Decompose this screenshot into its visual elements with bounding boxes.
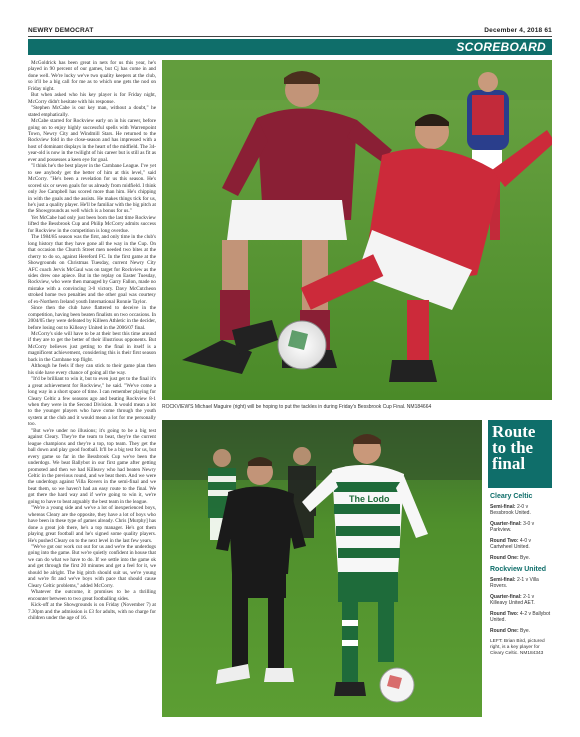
route-title-line: final: [492, 454, 526, 473]
section-title: SCOREBOARD: [456, 40, 546, 54]
club-name-cleary: Cleary Celtic: [490, 493, 533, 500]
article-paragraph: Kick-off at the Showgrounds is on Friday (November 7) at 7.30pm and the admission is £3 for adults, with no charge for children under the age of 16.: [28, 602, 156, 621]
article-body: [28, 60, 156, 715]
club-name-rockview: Rockview United: [490, 566, 547, 573]
article-paragraph: But when asked who his key player is for Friday night, McCorry didn't hesitate with his response.: [28, 92, 156, 105]
photo-bottom-caption: LEFT: Brian Bird, pictured right, is a key player for Cleary Celtic. NM184343: [490, 639, 545, 656]
route-title-line: Route: [492, 422, 536, 441]
match-photo-bottom-illustration: [162, 420, 482, 717]
article-paragraph: Whatever the outcome, it promises to be a thrilling encounter between to two great footballing sides.: [28, 589, 156, 602]
article-paragraph: "It'd be brilliant to win it, but to even just get to the final it's a great achievement for Rockview," he said. "We've come a long way in a short space of time. I can remember playing for Cleary Celtic a few seasons ago and beating Rockview 8-1 when they were in the Second Division. It would mean a lot to the younger players who have come through the youth system at the club and it would mean a lot for me personally too.: [28, 376, 156, 428]
round-result: Quarter-final: 3-0 v Parkview.: [490, 521, 535, 533]
article-paragraph: "But we're under no illusions; it's going to be a big test against Cleary. They're the team to beat, they're the current league champions and they're a top, top team. They get the ball down and play good football. It'll be a big test for us, but every game so far in the Bessbrook Cup we've been the underdogs. We beat Ballybot in our first game after getting promoted and then we had Killeavy who had beaten Newry Celtic in the previous round, and we beat them. And we were the underdogs against Villa Rovers in the semi-final and we beat them, so we haven't had an easy route to the final. We got there the hard way and if we're going to win it, we're going to have to beat arguably the best team in the league.: [28, 427, 156, 505]
article-paragraph: "We've got our work cut out for us and we're the underdogs going into the game. But we're quietly confident in house that we can do what we have to do. If we settle into the game ok and get through the first 20 minutes and get a feel for it, we should be alright. The big pitch should suit us, we're young and we're fit and we've boys with pace that should cause Cleary Celtic problems," added McCorry.: [28, 543, 156, 589]
match-photo-bottom: [162, 420, 482, 717]
round-result: Semi-final: 2-0 v Bessbrook United.: [490, 504, 531, 516]
round-result: Quarter-final: 2-1 v Killeavy United AET.: [490, 594, 535, 606]
article-paragraph: McGoldrick has been great in nets for us this year, he's played in 90 percent of our games, but Cj has come in and done well. We're lucky we've two quality keepers at the club, so it'll be a big call for me as to which one gets the nod on Friday night.: [28, 60, 156, 92]
article-paragraph: McCorry's side will have to be at their best this time around if they are to get the better of their illustrious opponents. But McCorry believes just getting to the final in itself is a magnificent achievement, considering this is their first season back in the Carnbane top flight.: [28, 331, 156, 363]
publication-name: NEWRY DEMOCRAT: [28, 27, 94, 34]
round-result: Round One: Bye.: [490, 555, 531, 561]
article-paragraph: Yet McCabe had only just been born the last time Rockview lifted the Bessbrook Cup and Philip McCorry admits success for Rockview in the competition is long overdue.: [28, 214, 156, 234]
article-paragraph: "Stephen McCabe is our key man, without a doubt," he stated emphatically.: [28, 105, 156, 118]
article-paragraph: Although he feels if they can stick to their game plan then his side have every chance of going all the way.: [28, 363, 156, 376]
route-to-final-sidebar: [488, 420, 552, 720]
round-result: Semi-final: 2-1 v Villa Rovers.: [490, 577, 539, 589]
article-paragraph: "We're a young side and we've a lot of inexperienced boys, whereas Cleary are the opposite, they have a lot of boys who have been in these type of games already. Chris [Murphy] has done a great job there, he's a top manager. He's got them playing great football and he's signed some quality players. He's pushed Cleary on to the next level in the last few years.: [28, 505, 156, 544]
round-result: Round Two: 4-0 v Cartwheel United.: [490, 538, 532, 550]
section-band: [28, 39, 552, 55]
article-paragraph: McCabe starred for Rockview early on in his career, before going on to enjoy highly successful spells with Warrenpoint Town, Newry City and Windmill Stars. He returned to the Rockview fold in the close-season and has impressed with a host of dominant displays in the heart of the midfield. The 34-year-old is now in the twilight of his career but is still as fit as ever and possesses a keen eye for goal.: [28, 118, 156, 163]
page-header: [28, 23, 552, 37]
jersey-sponsor: The Lodo: [349, 494, 390, 504]
match-photo-top-illustration: [162, 60, 552, 400]
article-paragraph: Since then the club have flattered to deceive in the competition, having been beaten finalists on two occasions. In 2004/05 they were defeated by Killeen Athletic in the decider, before losing out to Killeavy United in the 2006/07 final.: [28, 305, 156, 331]
route-title-box: [488, 420, 552, 488]
round-result: Round Two: 4-2 v Ballybot United.: [490, 611, 551, 623]
article-paragraph: "I think he's the best player in the Carnbane League. I've yet to see anybody get the better of him at this level," said McCorry. "He's been a revelation for us this season. He's scored six or seven goals for us already from midfield. I think only Joe Campbell has scored more than him. He's chipping in with the goals and the assists. He makes things tick for us, he's just a quality player. He'll be familiar with the big pitch at the Showgrounds as well which is a bonus for us.": [28, 163, 156, 215]
round-result: Round One: Bye.: [490, 628, 531, 634]
date-page-number: December 4, 2018 61: [484, 27, 552, 34]
route-title-line: to the: [492, 438, 534, 457]
photo-top-caption: ROCKVIEW'S Michael Maguire (right) will be hoping to put the tackles in during Friday's Bessbrook Cup Final. NM184664: [162, 404, 432, 410]
article-paragraph: The 1984/85 season was the first, and only time in the club's long history that they have gone all the way in the Cup. On that occasion the Church Street men needed two bites at the cherry to do so, against Hereford FC. In the first game at the Showgrounds on Christmas Tuesday, current Newry City AFC coach Jervis McGaul was on target for Rockview as the sides drew one apiece. But in the replay on Easter Tuesday, Rockview, who were then managed by Garry Fallon, made no mistake with a convincing 3-0 victory. Davy McCutcheon stroked home two penalties and the other goal was courtesy of ex-Northern Ireland youth International Ronnie Taylor.: [28, 234, 156, 305]
match-photo-top: [162, 60, 552, 400]
